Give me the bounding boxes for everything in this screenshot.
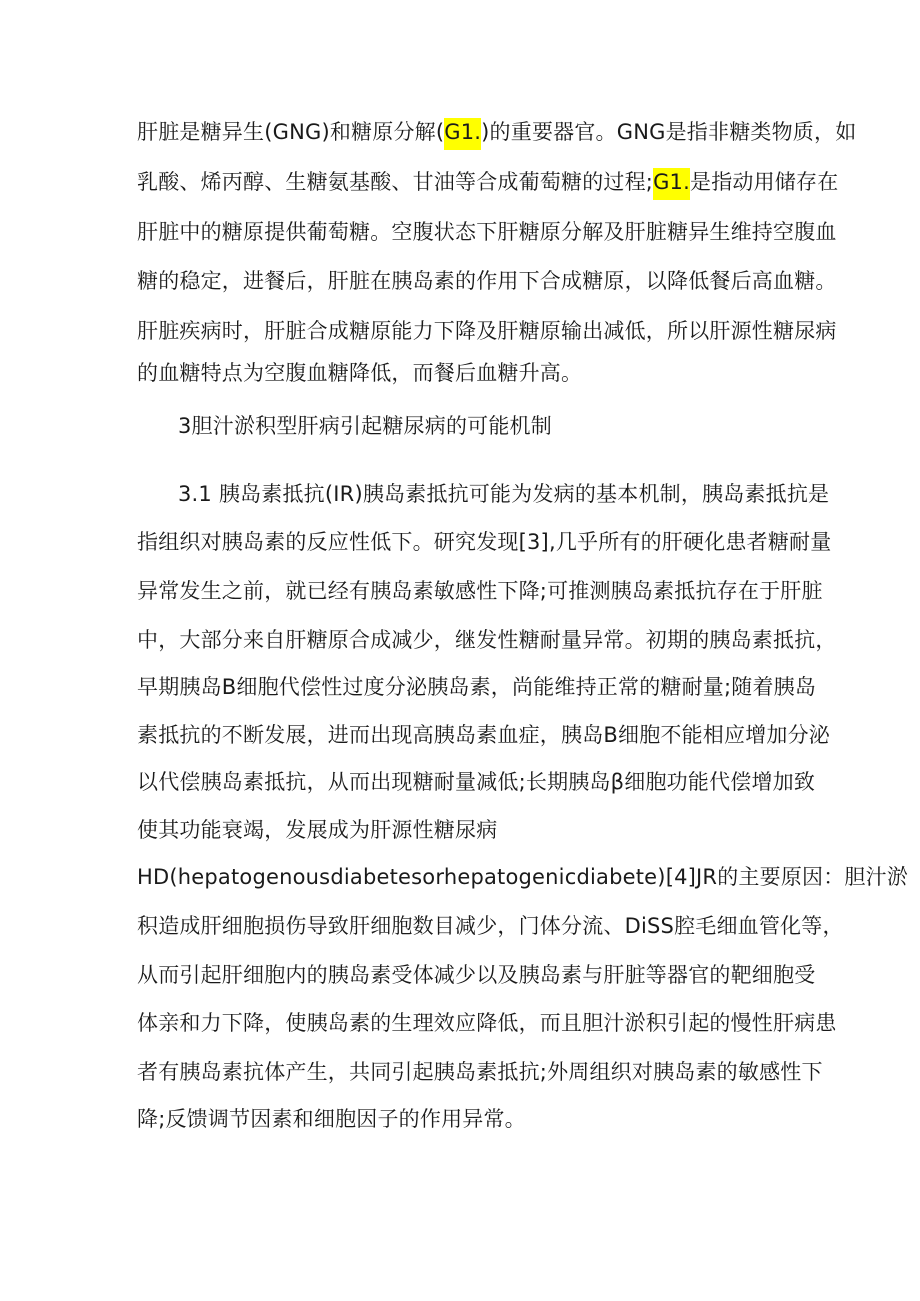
paragraph-2-line-1: 3.1 胰岛素抵抗(IR)胰岛素抵抗可能为发病的基本机制，胰岛素抵抗是 (178, 482, 830, 506)
paragraph-3-line-3: 从而引起肝细胞内的胰岛素受体减少以及胰岛素与肝脏等器官的靶细胞受 (137, 963, 816, 987)
paragraph-1-line-6: 的血糖特点为空腹血糖降低，而餐后血糖升高。 (137, 361, 583, 385)
highlighted-text: G1. (653, 168, 690, 200)
paragraph-1-line-4: 糖的稳定，进餐后，肝脏在胰岛素的作用下合成糖原，以降低餐后高血糖。 (137, 269, 837, 293)
paragraph-3-line-6: 降;反馈调节因素和细胞因子的作用异常。 (137, 1107, 526, 1131)
paragraph-3-line-1: HD(hepatogenousdiabetesorhepatogenicdiabete)[4]JR的主要原因：胆汁淤 (137, 865, 909, 889)
paragraph-1-line-5: 肝脏疾病时，肝脏合成糖原能力下降及肝糖原输出减低，所以肝源性糖尿病 (137, 319, 837, 343)
paragraph-2-line-6: 素抵抗的不断发展，进而出现高胰岛素血症，胰岛B细胞不能相应增加分泌 (137, 723, 831, 747)
paragraph-3-line-5: 者有胰岛素抗体产生，共同引起胰岛素抵抗;外周组织对胰岛素的敏感性下 (137, 1060, 823, 1084)
text-run: 肝脏是糖异生(GNG)和糖原分解( (137, 120, 445, 144)
text-run: 乳酸、烯丙醇、生糖氨基酸、甘油等合成葡萄糖的过程; (137, 170, 654, 194)
paragraph-2-line-2: 指组织对胰岛素的反应性低下。研究发现[3],几乎所有的肝硬化患者糖耐量 (137, 530, 832, 554)
paragraph-1-line-1 (137, 117, 857, 147)
paragraph-3-line-4: 体亲和力下降，使胰岛素的生理效应降低，而且胆汁淤积引起的慢性肝病患 (137, 1011, 837, 1035)
text-run: 是指动用储存在 (690, 170, 839, 194)
paragraph-1-line-3: 肝脏中的糖原提供葡萄糖。空腹状态下肝糖原分解及肝脏糖异生维持空腹血 (137, 220, 837, 244)
paragraph-2-line-5: 早期胰岛B细胞代偿性过度分泌胰岛素，尚能维持正常的糖耐量;随着胰岛 (137, 675, 817, 699)
paragraph-3-line-2: 积造成肝细胞损伤导致肝细胞数目减少，门体分流、DiSS腔毛细血管化等， (137, 914, 844, 938)
paragraph-2-line-4: 中，大部分来自肝糖原合成减少，继发性糖耐量异常。初期的胰岛素抵抗， (137, 628, 837, 652)
text-run: )的重要器官。GNG是指非糖类物质，如 (481, 120, 857, 144)
paragraph-2-line-7: 以代偿胰岛素抵抗，从而出现糖耐量减低;长期胰岛β细胞功能代偿增加致 (137, 770, 816, 794)
paragraph-1-line-2 (137, 167, 839, 197)
paragraph-2-line-3: 异常发生之前，就已经有胰岛素敏感性下降;可推测胰岛素抵抗存在于肝脏 (137, 579, 823, 603)
highlighted-text: G1. (444, 118, 481, 150)
section-heading: 3胆汁淤积型肝病引起糖尿病的可能机制 (178, 414, 552, 438)
paragraph-2-line-8: 使其功能衰竭，发展成为肝源性糖尿病 (137, 818, 498, 842)
